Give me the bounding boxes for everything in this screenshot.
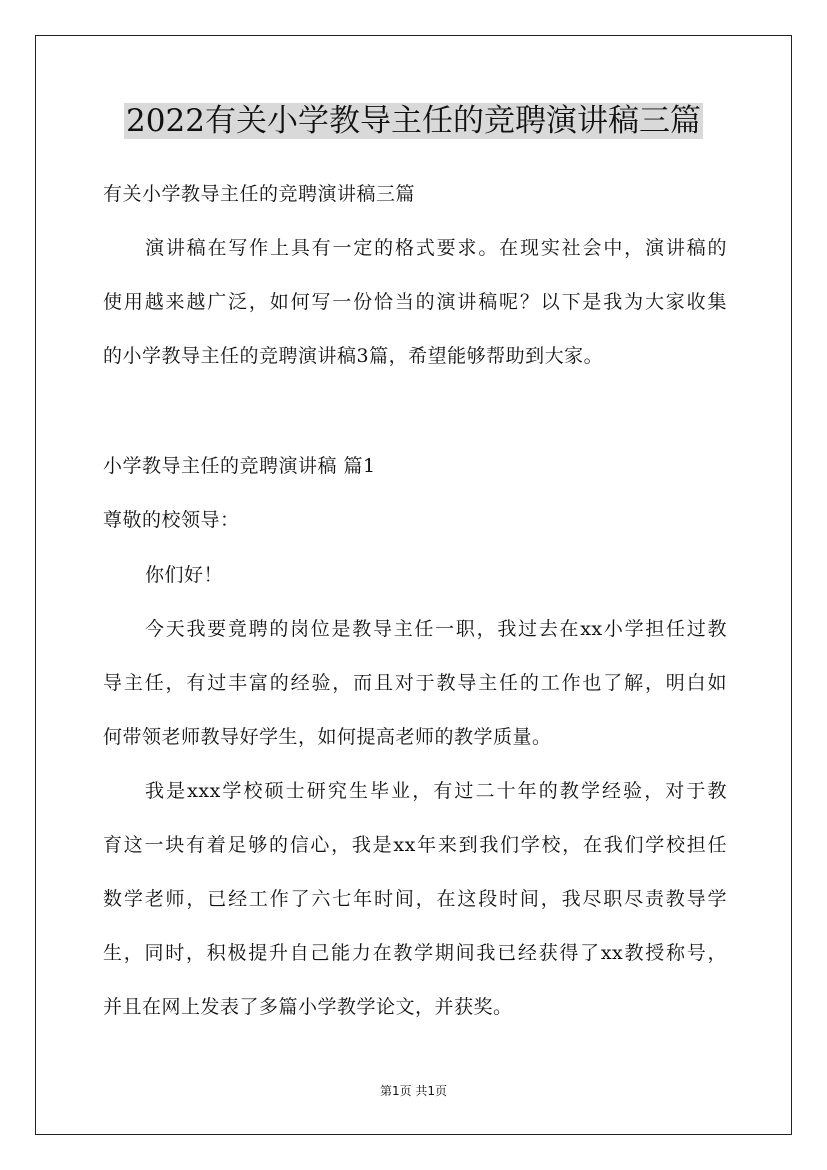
page-number-footer: 第1页 共1页 <box>379 1084 448 1098</box>
greeting: 你们好！ <box>145 564 224 586</box>
document-title: 2022有关小学教导主任的竞聘演讲稿三篇 <box>126 103 701 139</box>
document-subtitle: 有关小学教导主任的竞聘演讲稿三篇 <box>103 183 416 205</box>
section-heading: 小学教导主任的竞聘演讲稿 篇1 <box>103 455 376 477</box>
intro-line-3: 的小学教导主任的竞聘演讲稿3篇，希望能够帮助到大家。 <box>103 345 604 367</box>
para2-line-1: 我是xxx学校硕士研究生毕业，有过二十年的教学经验，对于教 <box>145 780 727 802</box>
intro-line-1: 演讲稿在写作上具有一定的格式要求。在现实社会中，演讲稿的 <box>145 237 727 259</box>
salutation: 尊敬的校领导： <box>103 509 240 531</box>
para1-line-1: 今天我要竟聘的岗位是教导主任一职，我过去在xx小学担任过教 <box>145 618 727 640</box>
para1-line-2: 导主任，有过丰富的经验，而且对于教导主任的工作也了解，明白如 <box>103 672 727 694</box>
para2-line-3: 数学老师，已经工作了六七年时间，在这段时间，我尽职尽责教导学 <box>103 888 727 910</box>
para2-line-5: 并且在网上发表了多篇小学教学论文，并获奖。 <box>103 996 513 1018</box>
para1-line-3: 何带领老师教导好学生，如何提高老师的教学质量。 <box>103 726 552 748</box>
intro-line-2: 使用越来越广泛，如何写一份恰当的演讲稿呢？以下是我为大家收集 <box>103 291 727 313</box>
para2-line-2: 育这一块有着足够的信心，我是xx年来到我们学校，在我们学校担任 <box>103 834 727 856</box>
para2-line-4: 生，同时，积极提升自己能力在教学期间我已经获得了xx教授称号， <box>103 942 727 964</box>
